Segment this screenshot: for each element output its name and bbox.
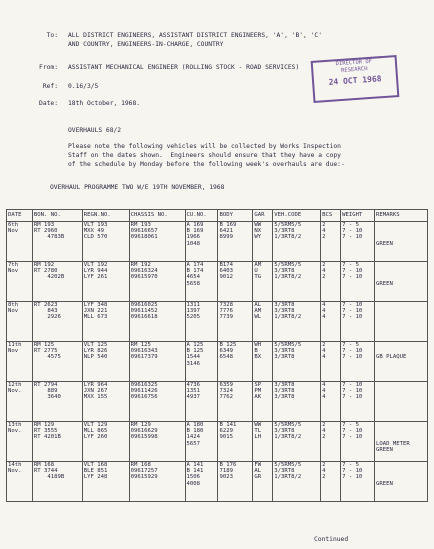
table-cell: 5/5RM5/5 3/3RT8 1/3RT8/2: [273, 222, 321, 262]
table-cell: AM U TG: [253, 262, 273, 302]
table-cell: 6359 7324 7762: [218, 382, 253, 422]
table-cell: 7 - 5 7 - 10 7 - 10: [341, 222, 375, 262]
table-cell: RM 192 09616324 09615970: [129, 262, 185, 302]
table-cell: 5/5RM5/5 3/3RT8 1/3RT8/2: [273, 262, 321, 302]
table-cell: 1311 1397 5205: [185, 302, 218, 342]
table-cell: A 180 B 180 1424 5657: [185, 422, 218, 462]
table-cell: GREEN: [375, 262, 428, 302]
col-header: VEH.CODE: [273, 210, 321, 222]
date-text: 18th October, 1968.: [68, 100, 141, 107]
table-cell: [375, 382, 428, 422]
table-cell: 4 4 4: [321, 302, 341, 342]
stamp-line-2: RESEARCH: [340, 66, 368, 74]
table-row: [7, 342, 428, 382]
col-header: REGN.NO.: [82, 210, 129, 222]
body-line-1: Please note the following vehicles will be collected by Works Inspection: [68, 143, 341, 150]
table-cell: 2 4 2: [321, 222, 341, 262]
col-header: BCS: [321, 210, 341, 222]
table-cell: 5/5RM5/5 3/3RT8 1/3RT8/2: [273, 462, 321, 502]
table-cell: 7th Nov: [7, 262, 33, 302]
body-line-2: Staff on the dates shown. Engineers should ensure that they have a copy: [68, 152, 341, 159]
table-cell: B 141 6229 9015: [218, 422, 253, 462]
table-cell: 7 - 10 7 - 10 7 - 10: [341, 302, 375, 342]
stamp-line-1: DIRECTOR OF: [335, 58, 373, 68]
table-cell: VLT 192 LYR 944 LYF 261: [82, 262, 129, 302]
table-cell: [375, 302, 428, 342]
received-stamp: [311, 55, 400, 103]
table-cell: 7328 7776 7739: [218, 302, 253, 342]
table-cell: A 169 B 169 1966 1048: [185, 222, 218, 262]
table-cell: 7 - 5 7 - 10 7 - 10: [341, 422, 375, 462]
table-cell: 4 4 4: [321, 382, 341, 422]
table-row: [7, 382, 428, 422]
table-cell: RM 193 RT 2960 4783B: [32, 222, 82, 262]
table-cell: 7 - 5 7 - 10 7 - 10: [341, 462, 375, 502]
table-cell: RT 2623 843 2926: [32, 302, 82, 342]
table-row: [7, 462, 428, 502]
table-cell: 3/3RT8 3/3RT8 1/3RT8/2: [273, 302, 321, 342]
table-cell: B 125 6349 6548: [218, 342, 253, 382]
table-cell: B 169 6421 8999: [218, 222, 253, 262]
table-cell: 11th Nov: [7, 342, 33, 382]
table-cell: B 176 7189 9023: [218, 462, 253, 502]
table-cell: GREEN: [375, 222, 428, 262]
table-cell: 4736 1351 4937: [185, 382, 218, 422]
table-cell: 14th Nov.: [7, 462, 33, 502]
ref-text: 0.16/3/5: [68, 83, 99, 90]
table-cell: WW TL LH: [253, 422, 273, 462]
table-cell: 7 - 5 7 - 10 7 - 10: [341, 342, 375, 382]
col-header: BON. NO.: [32, 210, 82, 222]
table-cell: VLT 193 MXX 49 CLD 570: [82, 222, 129, 262]
col-header: GAR: [253, 210, 273, 222]
table-cell: WH B BX: [253, 342, 273, 382]
table-cell: A 174 B 174 4654 5658: [185, 262, 218, 302]
table-cell: 7 - 10 7 - 10 7 - 10: [341, 382, 375, 422]
table-cell: 09616325 09611426 09616756: [129, 382, 185, 422]
table-cell: FW AL GR: [253, 462, 273, 502]
table-row: [7, 262, 428, 302]
table-cell: VLT 168 BLE 851 LYF 248: [82, 462, 129, 502]
table-cell: 5/5RM5/5 3/3RT8 3/3RT8: [273, 342, 321, 382]
table-cell: AL AM WL: [253, 302, 273, 342]
table-cell: 7 - 5 7 - 10 7 - 10: [341, 262, 375, 302]
col-header: BODY: [218, 210, 253, 222]
table-cell: LOAD METER GREEN: [375, 422, 428, 462]
table-cell: GB PLAQUE: [375, 342, 428, 382]
subject: OVERHAULS 68/2: [68, 127, 122, 134]
table-cell: RM 168 RT 3744 4189B: [32, 462, 82, 502]
table-cell: RM 193 09616657 09618061: [129, 222, 185, 262]
from-label: From:: [39, 64, 58, 71]
table-cell: SP PM AK: [253, 382, 273, 422]
table-cell: B174 6403 9012: [218, 262, 253, 302]
continued-note: Continued: [314, 536, 349, 543]
table-cell: VLT 125 LYR 826 NLP 540: [82, 342, 129, 382]
table-cell: 3/3RT8 3/3RT8 3/3RT8: [273, 382, 321, 422]
table-cell: RM 168 09617257 09615929: [129, 462, 185, 502]
table-cell: 2 4 4: [321, 342, 341, 382]
table-cell: WW NX WY: [253, 222, 273, 262]
col-header: WEIGHT: [341, 210, 375, 222]
col-header: DATE: [7, 210, 33, 222]
table-cell: RM 125 09616343 09617379: [129, 342, 185, 382]
table-cell: 8th Nov: [7, 302, 33, 342]
table-cell: RM 129 09616629 09615998: [129, 422, 185, 462]
table-cell: LYR 964 JXN 267 MXX 155: [82, 382, 129, 422]
table-cell: A 141 B 141 1506 4008: [185, 462, 218, 502]
table-cell: RT 2794 889 3640: [32, 382, 82, 422]
body-line-3: of the schedule by Monday before the following week's overhauls are due:-: [68, 161, 345, 168]
table-cell: LYF 348 JXN 221 MLL 673: [82, 302, 129, 342]
table-cell: 2 4 2: [321, 462, 341, 502]
table-cell: 2 4 2: [321, 422, 341, 462]
to-line-1: ALL DISTRICT ENGINEERS, ASSISTANT DISTRICT ENGINEERS, 'A', 'B', 'C': [68, 32, 323, 39]
ref-label: Ref:: [42, 83, 58, 90]
overhaul-table: [6, 209, 428, 502]
table-cell: RM 125 RT 2775 4575: [32, 342, 82, 382]
table-cell: VLT 129 MLL 865 LYF 260: [82, 422, 129, 462]
table-cell: 2 4 2: [321, 262, 341, 302]
stamp-date: 24 OCT 1968: [328, 74, 382, 87]
programme-title: OVERHAUL PROGRAMME TWO W/E 19TH NOVEMBER, 1968: [50, 184, 225, 191]
table-cell: 5/5RM5/5 3/3RT8 1/3RT8/2: [273, 422, 321, 462]
table-row: [7, 222, 428, 262]
table-cell: 6th Nov: [7, 222, 33, 262]
table-cell: RM 129 RT 3555 RT 4201B: [32, 422, 82, 462]
date-label: Date:: [39, 100, 58, 107]
table-cell: 09616025 09611452 09616618: [129, 302, 185, 342]
table-row: [7, 422, 428, 462]
table-row: [7, 302, 428, 342]
to-label: To:: [46, 32, 58, 39]
table-cell: RM 192 RT 2780 4202B: [32, 262, 82, 302]
col-header: REMARKS: [375, 210, 428, 222]
from-text: ASSISTANT MECHANICAL ENGINEER (ROLLING STOCK - ROAD SERVICES): [68, 64, 300, 71]
col-header: CHASSIS NO.: [129, 210, 185, 222]
to-line-2: AND COUNTRY, ENGINEERS-IN-CHARGE, COUNTRY: [68, 41, 224, 48]
table-header-row: [7, 210, 428, 222]
col-header: CU.NO.: [185, 210, 218, 222]
table-cell: 12th Nov.: [7, 382, 33, 422]
table-cell: 13th Nov.: [7, 422, 33, 462]
table-cell: A 125 B 125 1544 3146: [185, 342, 218, 382]
table-cell: GREEN: [375, 462, 428, 502]
